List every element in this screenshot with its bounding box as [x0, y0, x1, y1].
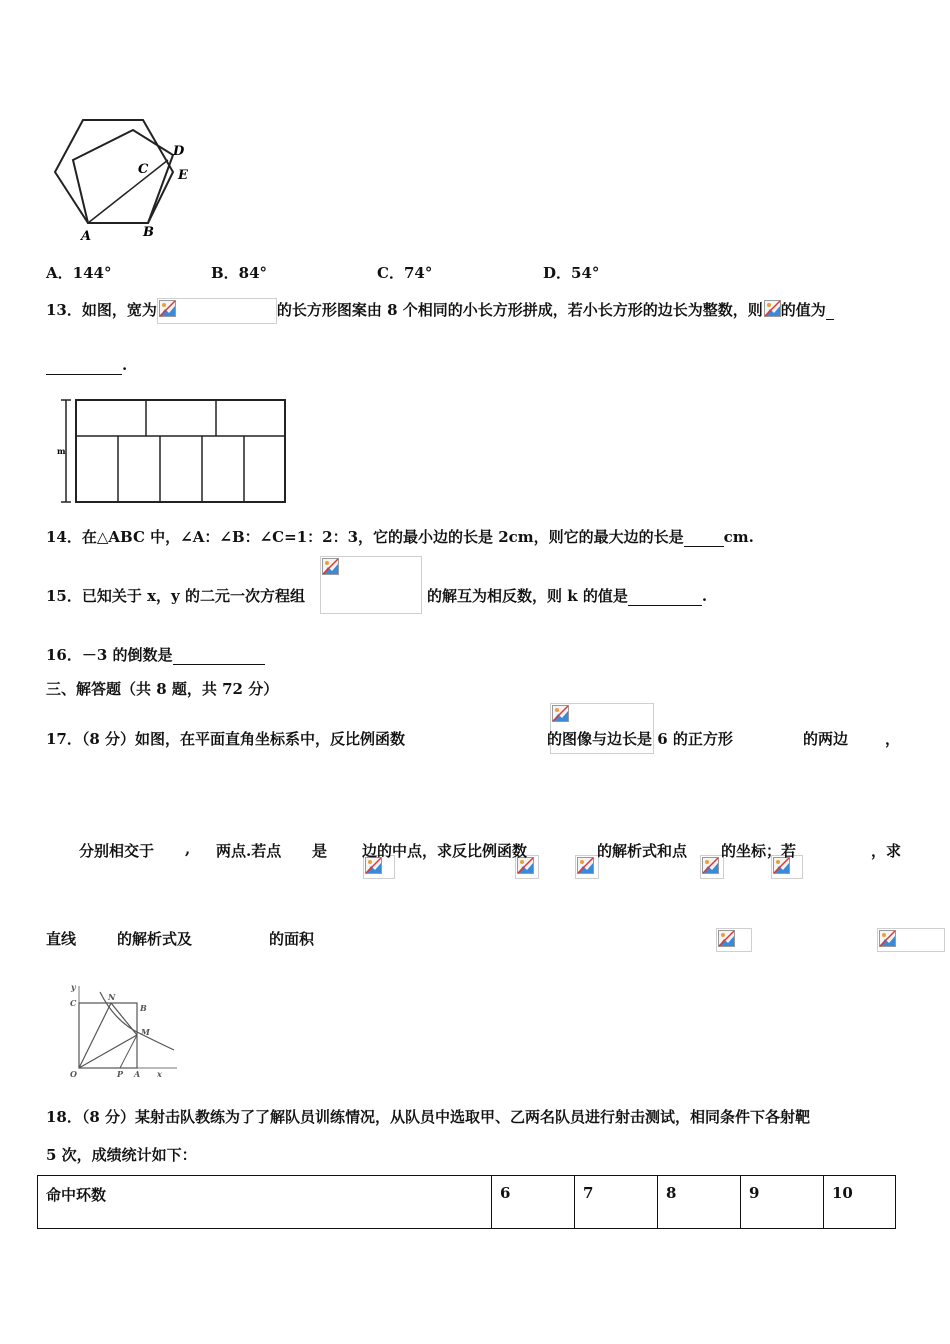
broken-image-icon [718, 930, 735, 947]
broken-image-icon [879, 930, 896, 947]
line-image [716, 928, 752, 952]
question-18-line1: 18．（8 分）某射击队教练为了了解队员训练情况，从队员中选取甲、乙两名队员进行射击测试，相同条件下各射靶 [46, 1108, 811, 1126]
question-18-line2: 5 次，成绩统计如下： [46, 1146, 197, 1164]
broken-image-icon [552, 705, 569, 722]
side-label: m [57, 446, 66, 456]
table-header-cell: 6 [492, 1176, 575, 1229]
label-c: C [138, 162, 149, 177]
broken-image-icon [159, 300, 176, 317]
broken-image-icon [764, 300, 781, 317]
fig-label-y: y [71, 982, 76, 992]
question-17-part6: , [185, 840, 191, 858]
answer-blank [628, 587, 702, 606]
question-13-cont: . [46, 356, 127, 375]
triangle-image [877, 928, 945, 952]
fig-label-m: M [141, 1027, 150, 1037]
broken-image-icon [577, 857, 594, 874]
question-17-part12: ，求 [871, 842, 902, 860]
question-17-part15: 的面积 [269, 930, 315, 948]
question-17-part1: 17．（8 分）如图，在平面直角坐标系中，反比例函数 [46, 730, 406, 748]
question-17-part10: 的解析式和点 [597, 842, 688, 860]
question-13: 13．如图，宽为 的长方形图案由 8 个相同的小长方形拼成，若小长方形的边长为整数，则 的值为 [46, 298, 834, 324]
option-c: C．74° [377, 264, 433, 282]
equation-system-image [320, 556, 422, 614]
hexagon-pentagon-figure [48, 115, 198, 245]
answer-blank [684, 528, 724, 547]
question-17-part13: 直线 [46, 930, 77, 948]
image-placeholder [157, 298, 277, 324]
broken-image-icon [702, 857, 719, 874]
question-14: 14．在△ABC 中，∠A：∠B：∠C=1：2：3，它的最小边的长是 2cm，则它的最大边的长是 cm. [46, 528, 754, 546]
section-title: 三、解答题（共 8 题，共 72 分） [46, 680, 279, 698]
question-17-part8: 是 [312, 842, 328, 860]
fig-label-b: B [140, 1003, 147, 1013]
question-17-part9: 边的中点，求反比例函数 [362, 842, 528, 860]
answer-blank [826, 301, 834, 320]
question-17-part14: 的解析式及 [117, 930, 193, 948]
broken-image-icon [322, 558, 339, 575]
question-15-part2: 的解互为相反数，则 k 的值是 . [427, 587, 708, 605]
question-17-comma: ， [885, 730, 901, 748]
coordinate-figure [62, 980, 182, 1080]
table-header-cell: 8 [658, 1176, 741, 1229]
option-d: D．54° [543, 264, 600, 282]
question-16: 16．－3 的倒数是 [46, 644, 265, 665]
answer-blank [46, 356, 122, 375]
fig-label-x: x [157, 1069, 162, 1079]
option-b: B．84° [211, 264, 268, 282]
fig-label-o: O [70, 1069, 77, 1079]
question-17-part11: 的坐标；若 [721, 842, 797, 860]
label-a: A [81, 229, 92, 244]
label-e: E [178, 168, 188, 183]
question-15-part1: 15．已知关于 x，y 的二元一次方程组 [46, 587, 305, 605]
table-header-cell: 7 [575, 1176, 658, 1229]
table-row [38, 1176, 896, 1229]
score-table [37, 1175, 896, 1229]
point-image [575, 855, 599, 879]
image-placeholder [763, 299, 781, 323]
label-b: B [143, 225, 154, 240]
fig-label-n: N [108, 992, 116, 1002]
option-a: A．144° [46, 264, 112, 282]
rectangle-figure [56, 396, 292, 506]
fig-label-a: A [134, 1069, 141, 1079]
table-header-cell: 命中环数 [38, 1176, 492, 1229]
table-header-cell: 10 [824, 1176, 896, 1229]
question-17-part7: 两点.若点 [216, 842, 282, 860]
table-header-cell: 9 [741, 1176, 824, 1229]
question-17-part5: 分别相交于 [79, 842, 155, 860]
answer-blank [173, 646, 265, 665]
fig-label-p: P [117, 1069, 124, 1079]
fig-label-c: C [70, 998, 77, 1008]
label-d: D [173, 144, 185, 159]
question-17-part3: 的两边 [803, 730, 849, 748]
question-17-part2: 的图像与边长是 6 的正方形 [547, 730, 733, 748]
